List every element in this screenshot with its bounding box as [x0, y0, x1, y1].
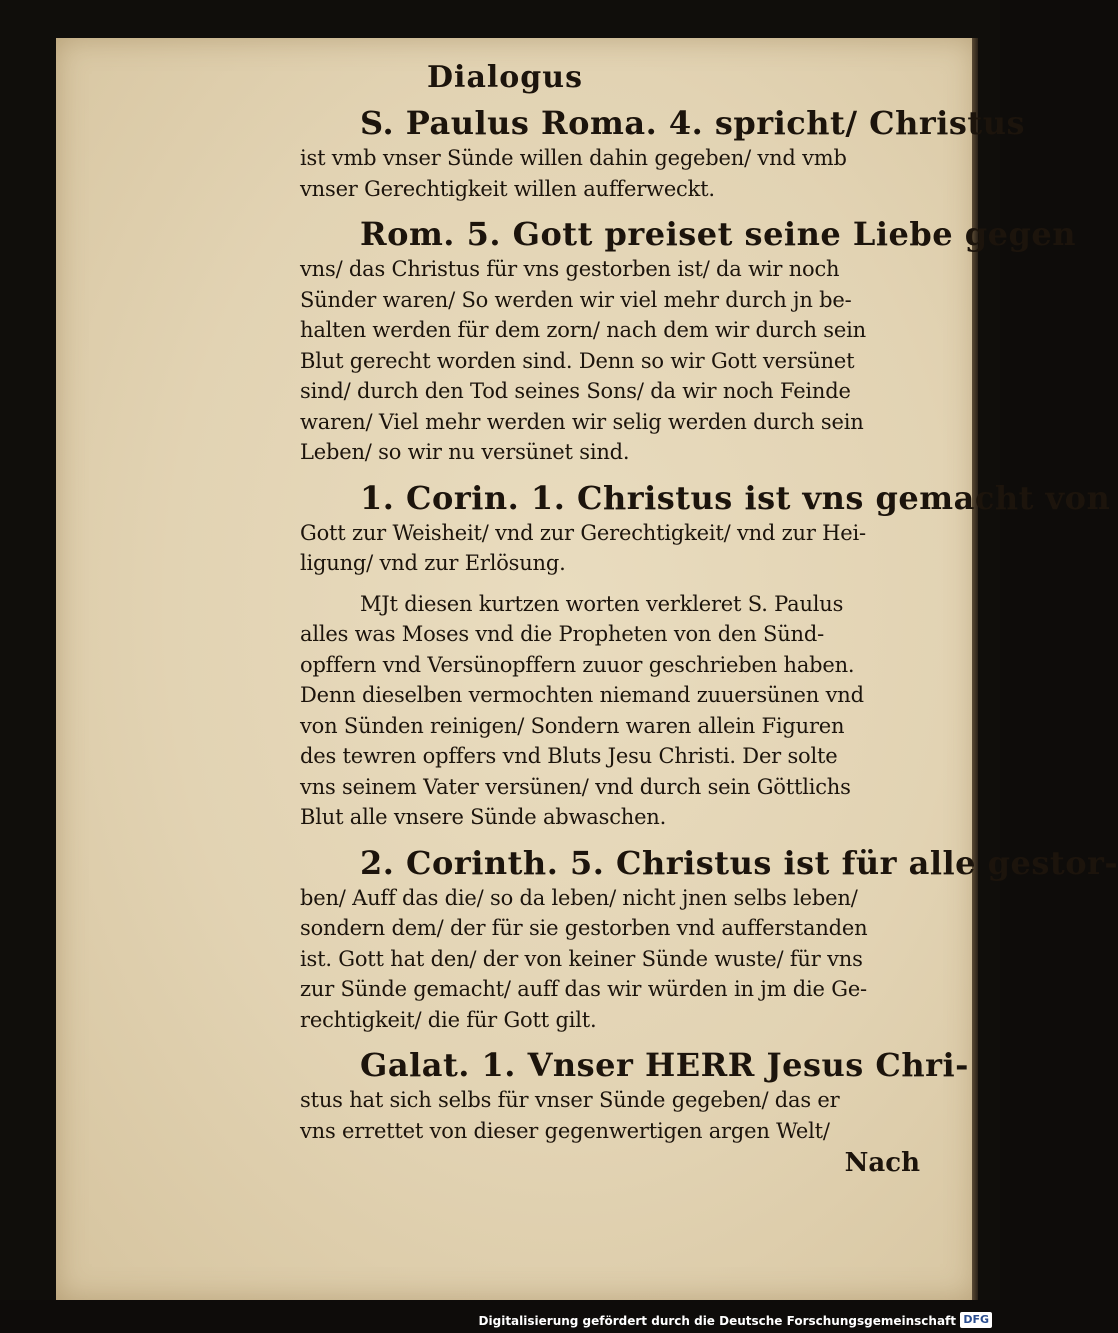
- dfg-logo: DFG: [960, 1312, 992, 1328]
- text-line: vns seinem Vater versünen/ vnd durch sein Göttlichs: [300, 774, 851, 799]
- text-line: vnser Gerechtigkeit willen aufferweckt.: [300, 176, 715, 201]
- text-line: von Sünden reinigen/ Sondern waren allein Figuren: [300, 713, 845, 738]
- paragraph-1-corinthians-1: [300, 478, 1111, 579]
- text-line: Rom. 5. Gott preiset seine Liebe gegen: [360, 215, 1076, 253]
- funding-credit: Digitalisierung gefördert durch die Deutsche Forschungsgemeinschaft: [478, 1314, 956, 1328]
- text-line: MJt diesen kurtzen worten verkleret S. Paulus: [360, 591, 844, 616]
- text-line: ist vmb vnser Sünde willen dahin gegeben/ vnd vmb: [300, 146, 847, 170]
- text-line: Denn dieselben vermochten niemand zuuersünen vnd: [300, 683, 864, 707]
- text-line: alles was Moses vnd die Propheten von den Sünd-: [300, 622, 824, 646]
- text-line: Gott zur Weisheit/ vnd zur Gerechtigkeit/ vnd zur Hei-: [300, 520, 866, 545]
- text-line: ligung/ vnd zur Erlösung.: [300, 551, 566, 575]
- text-line: halten werden für dem zorn/ nach dem wir durch sein: [300, 318, 866, 342]
- text-line: zur Sünde gemacht/ auff das wir würden in jm die Ge-: [300, 977, 867, 1001]
- text-line: rechtigkeit/ die für Gott gilt.: [300, 1007, 597, 1032]
- text-line: vns errettet von dieser gegenwertigen argen Welt/: [300, 1118, 830, 1143]
- paragraph-2-corinthians-5: [300, 843, 1118, 1036]
- text-line: 2. Corinth. 5. Christus ist für alle gestor-: [360, 843, 1118, 882]
- text-line: 1. Corin. 1. Christus ist vns gemacht von: [360, 478, 1111, 517]
- text-line: vns/ das Christus für vns gestorben ist/ da wir noch: [300, 257, 840, 281]
- text-line: sind/ durch den Tod seines Sons/ da wir noch Feinde: [300, 379, 851, 403]
- paragraph-galatians-1: [300, 1045, 969, 1180]
- paragraph-romans-4: [300, 103, 1025, 204]
- running-head: Dialogus: [427, 60, 583, 95]
- text-line: Blut gerecht worden sind. Denn so wir Gott versünet: [300, 348, 855, 373]
- footer-bar: [0, 1300, 1000, 1333]
- text-line: Blut alle vnsere Sünde abwaschen.: [300, 805, 667, 829]
- text-line: Galat. 1. Vnser HERR Jesus Chri-: [360, 1046, 969, 1084]
- text-line: ben/ Auff das die/ so da leben/ nicht jnen selbs leben/: [300, 885, 858, 910]
- text-line: Sünder waren/ So werden wir viel mehr durch jn be-: [300, 287, 852, 312]
- text-line: waren/ Viel mehr werden wir selig werden durch sein: [300, 409, 864, 434]
- page-text: [300, 60, 1118, 1190]
- catchword: Nach: [844, 1148, 920, 1178]
- paragraph-romans-5: [300, 214, 1076, 468]
- text-line: opffern vnd Versünopffern zuuor geschrieben haben.: [300, 652, 855, 677]
- text-line: des tewren opffers vnd Bluts Jesu Christi. Der solte: [300, 744, 838, 768]
- text-line: Leben/ so wir nu versünet sind.: [300, 440, 630, 464]
- text-line: stus hat sich selbs für vnser Sünde gegeben/ das er: [300, 1088, 840, 1112]
- text-line: S. Paulus Roma. 4. spricht/ Christus: [360, 104, 1025, 142]
- paragraph-commentary: [300, 589, 930, 833]
- text-line: ist. Gott hat den/ der von keiner Sünde wuste/ für vns: [300, 946, 863, 971]
- text-line: sondern dem/ der für sie gestorben vnd aufferstanden: [300, 916, 868, 940]
